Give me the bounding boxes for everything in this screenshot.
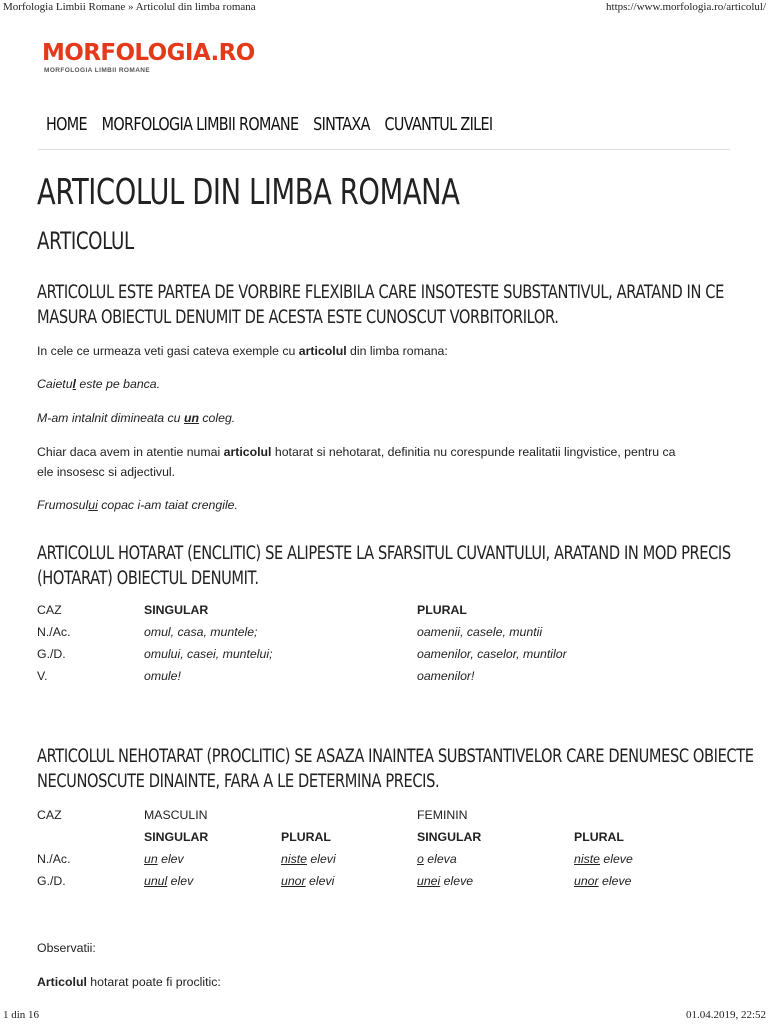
case-cell: N./Ac. xyxy=(37,625,71,639)
table-row xyxy=(37,665,597,687)
example-2 xyxy=(37,408,235,428)
intro-text-end: din limba romana: xyxy=(346,344,448,358)
noun-form: eleva xyxy=(423,852,457,866)
logo-wordmark: MORFOLOGIA.RO xyxy=(42,40,255,66)
gender-header-feminin: FEMININ xyxy=(417,808,468,822)
singular-cell: omului, casei, muntelui; xyxy=(144,647,273,661)
example-1-text: Caietu xyxy=(37,377,73,391)
nav-item-sintaxa[interactable]: SINTAXA xyxy=(313,115,370,135)
table-row xyxy=(37,848,667,870)
example-1 xyxy=(37,374,160,394)
indefinite-heading-line-2: NECUNOSCUTE DINAINTE, FARA A LE DETERMINA PRECIS. xyxy=(37,771,440,792)
noun-form: elev xyxy=(167,874,194,888)
intro-keyword: articolul xyxy=(298,344,347,358)
feminin-plural-cell xyxy=(574,870,667,892)
main-nav xyxy=(46,112,492,138)
example-2-article: un xyxy=(183,411,199,425)
case-cell: G./D. xyxy=(37,874,66,888)
indefinite-article-table xyxy=(37,804,667,892)
print-page-number: 1 din 16 xyxy=(3,1009,40,1021)
example-3-text: Frumosul xyxy=(37,498,89,512)
column-header: PLURAL xyxy=(574,830,624,844)
noun-form: elev xyxy=(157,852,184,866)
table-header-row xyxy=(37,826,667,848)
singular-cell: omul, casa, muntele; xyxy=(144,625,258,639)
site-logo[interactable] xyxy=(42,40,262,80)
article-form: un xyxy=(144,852,158,866)
definition-heading xyxy=(37,280,724,330)
section-title: ARTICOLUL xyxy=(37,227,134,255)
example-2-text: M-am intalnit dimineata cu xyxy=(37,411,184,425)
case-cell: N./Ac. xyxy=(37,852,71,866)
feminin-singular-cell xyxy=(417,870,574,892)
example-1-rest: este pe banca. xyxy=(75,377,161,391)
article-form: o xyxy=(417,852,424,866)
example-3-article: ui xyxy=(88,498,98,512)
noun-form: eleve xyxy=(440,874,474,888)
column-header: CAZ xyxy=(37,603,62,617)
noun-form: elevi xyxy=(306,852,336,866)
masculin-singular-cell xyxy=(144,848,281,870)
table-row xyxy=(37,621,597,643)
masculin-plural-cell xyxy=(281,848,417,870)
article-form: niste xyxy=(574,852,600,866)
note-keyword: articolul xyxy=(223,445,272,459)
example-2-rest: coleg. xyxy=(198,411,236,425)
case-cell: G./D. xyxy=(37,647,66,661)
noun-form: eleve xyxy=(599,852,633,866)
note-text: Chiar daca avem in atentie numai xyxy=(37,445,224,459)
masculin-plural-cell xyxy=(281,870,417,892)
print-header xyxy=(0,1,768,15)
nav-item-home[interactable]: HOME xyxy=(46,115,87,135)
article-form: unor xyxy=(574,874,599,888)
note-line-2: ele insosesc si adjectivul. xyxy=(37,465,176,479)
example-3 xyxy=(37,495,238,515)
example-1-article: l xyxy=(72,377,76,391)
page-title: ARTICOLUL DIN LIMBA ROMANA xyxy=(37,172,460,213)
definite-article-table xyxy=(37,599,597,687)
print-page-url: https://www.morfologia.ro/articolul/ xyxy=(606,1,766,13)
definite-heading-line-1: ARTICOLUL HOTARAT (ENCLITIC) SE ALIPESTE LA SFARSITUL CUVANTULUI, ARATAND IN MOD PRECIS xyxy=(37,543,731,564)
case-cell: V. xyxy=(37,669,48,683)
column-header: PLURAL xyxy=(281,830,331,844)
logo-tagline: MORFOLOGIA LIMBII ROMANE xyxy=(44,67,151,74)
column-header: CAZ xyxy=(37,808,62,822)
column-header: SINGULAR xyxy=(144,603,209,617)
plural-cell: oamenilor, caselor, muntilor xyxy=(417,647,567,661)
gender-header-masculin: MASCULIN xyxy=(144,808,208,822)
last-text: hotarat poate fi proclitic: xyxy=(86,975,221,989)
print-footer xyxy=(0,1009,768,1023)
article-form: unei xyxy=(417,874,441,888)
table-row xyxy=(37,870,667,892)
observations-label: Observatii: xyxy=(37,941,96,955)
definite-article-heading xyxy=(37,541,731,591)
indefinite-heading-line-1: ARTICOLUL NEHOTARAT (PROCLITIC) SE ASAZA INAINTEA SUBSTANTIVELOR CARE DENUMESC OBIECTE xyxy=(37,746,754,767)
last-keyword: Articolul xyxy=(37,975,87,989)
nav-item-cuvantul-zilei[interactable]: CUVANTUL ZILEI xyxy=(384,115,493,135)
intro-text: In cele ce urmeaza veti gasi cateva exemple cu xyxy=(37,344,299,358)
masculin-singular-cell xyxy=(144,870,281,892)
article-form: unor xyxy=(281,874,306,888)
example-3-rest: copac i-am taiat crengile. xyxy=(97,498,238,512)
singular-cell: omule! xyxy=(144,669,181,683)
article-form: unul xyxy=(144,874,168,888)
table-row xyxy=(37,643,597,665)
empty-cell xyxy=(37,826,144,848)
feminin-plural-cell xyxy=(574,848,667,870)
noun-form: eleve xyxy=(598,874,632,888)
plural-cell: oamenii, casele, muntii xyxy=(417,625,543,639)
note-text-end: hotarat si nehotarat, definitia nu corespunde realitatii lingvistice, pentru ca xyxy=(271,445,676,459)
note-paragraph xyxy=(37,442,675,482)
table-header-row xyxy=(37,599,597,621)
table-header-row xyxy=(37,804,667,826)
column-header: SINGULAR xyxy=(417,830,482,844)
column-header: SINGULAR xyxy=(144,830,209,844)
print-page-title: Morfologia Limbii Romane » Articolul din limba romana xyxy=(3,1,256,13)
print-timestamp: 01.04.2019, 22:52 xyxy=(685,1009,766,1021)
definition-line-1: ARTICOLUL ESTE PARTEA DE VORBIRE FLEXIBILA CARE INSOTESTE SUBSTANTIVUL, ARATAND IN CE xyxy=(37,282,724,303)
last-paragraph xyxy=(37,972,221,992)
intro-paragraph xyxy=(37,341,448,361)
nav-divider xyxy=(38,149,730,150)
nav-item-morfologia[interactable]: MORFOLOGIA LIMBII ROMANE xyxy=(101,115,299,135)
indefinite-article-heading xyxy=(37,744,754,794)
column-header: PLURAL xyxy=(417,603,467,617)
feminin-singular-cell xyxy=(417,848,574,870)
plural-cell: oamenilor! xyxy=(417,669,475,683)
article-form: niste xyxy=(281,852,307,866)
noun-form: elevi xyxy=(305,874,335,888)
definite-heading-line-2: (HOTARAT) OBIECTUL DENUMIT. xyxy=(37,568,259,589)
definition-line-2: MASURA OBIECTUL DENUMIT DE ACESTA ESTE CUNOSCUT VORBITORILOR. xyxy=(37,307,559,328)
